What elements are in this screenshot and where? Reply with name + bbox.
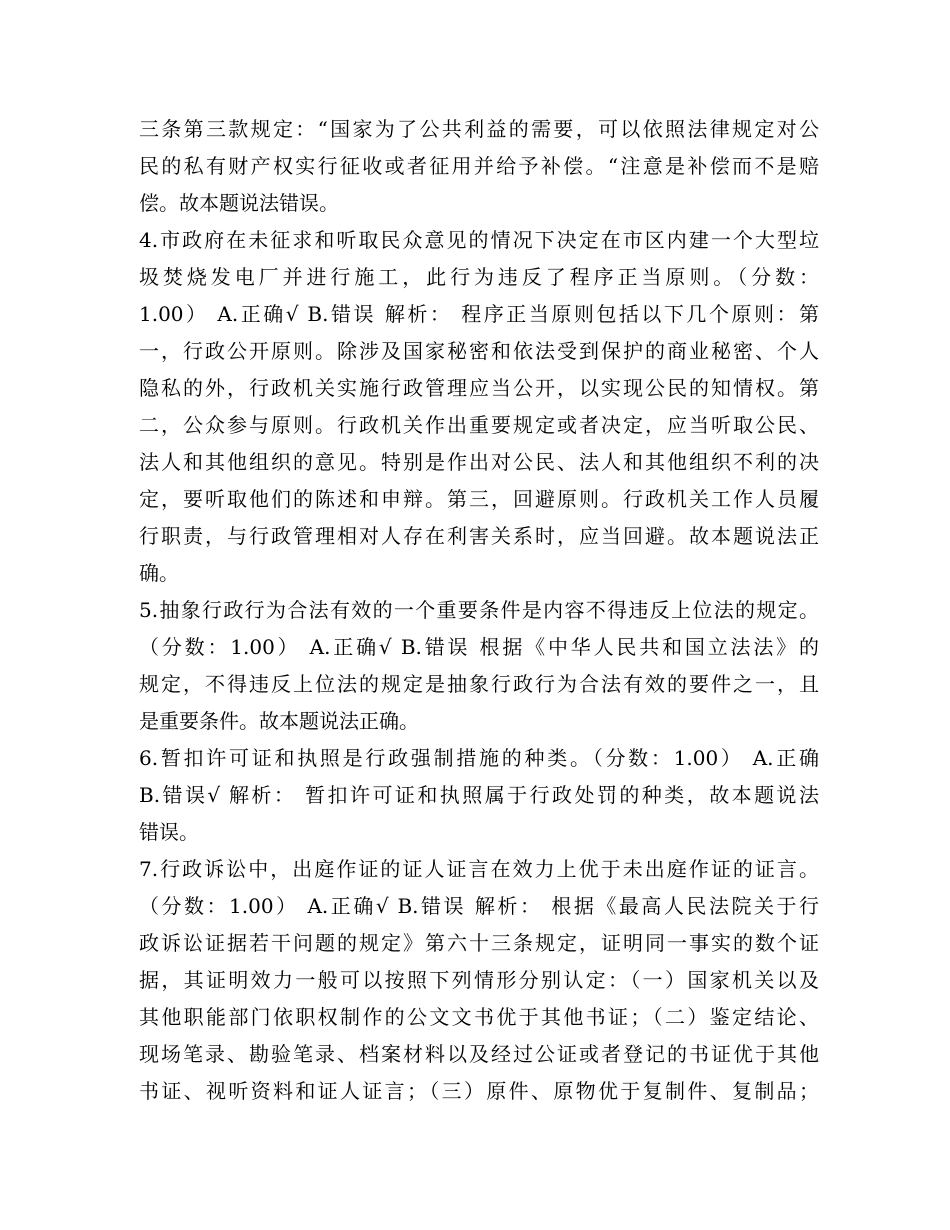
question-4-line: 4.市政府在未征求和听取民众意见的情况下决定在市区内建一个大型垃 [139, 228, 819, 252]
text-line: 一，行政公开原则。除涉及国家秘密和依法受到保护的商业秘密、个人 [139, 339, 819, 363]
text-line: 错误。 [139, 820, 199, 844]
text-line: 是重要条件。故本题说法正确。 [139, 709, 419, 733]
text-line: 定，要听取他们的陈述和申辩。第三，回避原则。行政机关工作人员履 [139, 487, 819, 511]
text-line: 1.00） A.正确√ B.错误 解析： 程序正当原则包括以下几个原则：第 [139, 302, 819, 326]
text-line: （分数：1.00） A.正确√ B.错误 根据《中华人民共和国立法法》的 [139, 635, 819, 659]
text-line: （分数：1.00） A.正确√ B.错误 解析： 根据《最高人民法院关于行 [139, 894, 819, 918]
text-line: 民的私有财产权实行征收或者征用并给予补偿。“注意是补偿而不是赔 [139, 154, 819, 178]
question-7-line: 7.行政诉讼中，出庭作证的证人证言在效力上优于未出庭作证的证言。 [139, 857, 819, 881]
text-line: 圾焚烧发电厂并进行施工，此行为违反了程序正当原则。（分数： [139, 265, 819, 289]
text-line: 偿。故本题说法错误。 [139, 191, 339, 215]
text-line: 现场笔录、勘验笔录、档案材料以及经过公证或者登记的书证优于其他 [139, 1042, 819, 1066]
text-line: 据，其证明效力一般可以按照下列情形分别认定：（一）国家机关以及 [139, 968, 819, 992]
text-line: 二，公众参与原则。行政机关作出重要规定或者决定，应当听取公民、 [139, 413, 819, 437]
text-line: 行职责，与行政管理相对人存在利害关系时，应当回避。故本题说法正 [139, 524, 819, 548]
question-6-line: 6.暂扣许可证和执照是行政强制措施的种类。（分数：1.00） A.正确 [139, 746, 819, 770]
text-line: 隐私的外，行政机关实施行政管理应当公开，以实现公民的知情权。第 [139, 376, 819, 400]
text-line: 三条第三款规定：“国家为了公共利益的需要，可以依照法律规定对公 [139, 117, 819, 141]
text-line: 法人和其他组织的意见。特别是作出对公民、法人和其他组织不利的决 [139, 450, 819, 474]
document-body [139, 111, 819, 1110]
text-line: B.错误√ 解析： 暂扣许可证和执照属于行政处罚的种类，故本题说法 [139, 783, 819, 807]
text-line: 政诉讼证据若干问题的规定》第六十三条规定，证明同一事实的数个证 [139, 931, 819, 955]
question-5-line: 5.抽象行政行为合法有效的一个重要条件是内容不得违反上位法的规定。 [139, 598, 819, 622]
text-line: 书证、视听资料和证人证言；（三）原件、原物优于复制件、复制品； [139, 1079, 819, 1103]
text-line: 确。 [139, 561, 179, 585]
text-line: 其他职能部门依职权制作的公文文书优于其他书证；（二）鉴定结论、 [139, 1005, 819, 1029]
text-line: 规定，不得违反上位法的规定是抽象行政行为合法有效的要件之一，且 [139, 672, 819, 696]
